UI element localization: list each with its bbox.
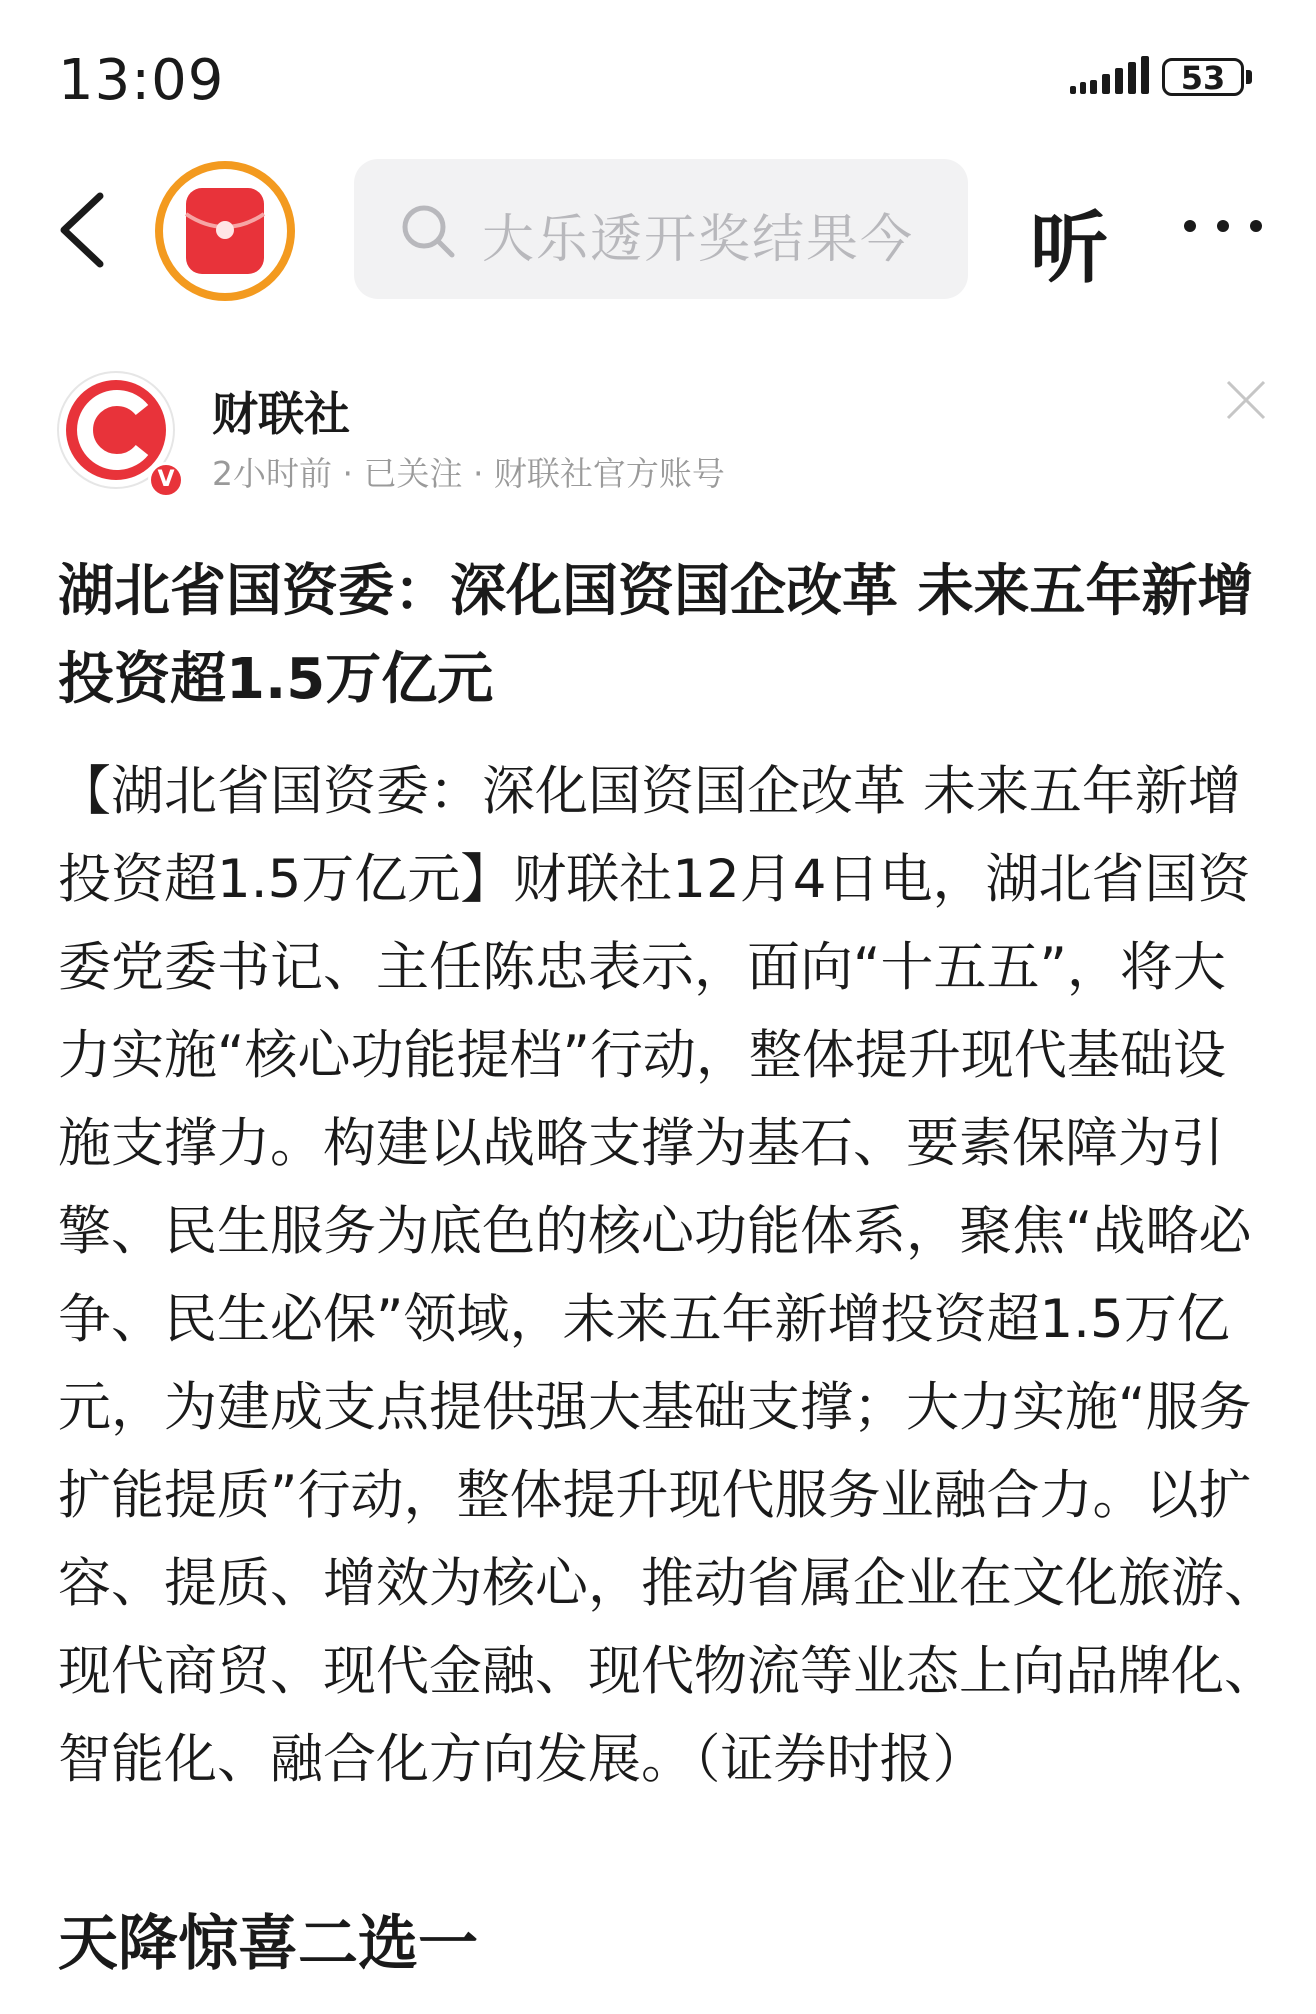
article-paragraph: 【湖北省国资委：深化国资国企改革 未来五年新增投资超1.5万亿元】财联社12月4日电，湖北省国资委党委书记、主任陈忠表示，面向“十五五”，将大力实施“核心功能提档”行动，整体提升现代基础设施支撑力。构建以战略支撑为基石、要素保障为引擎、民生服务为底色的核心功能体系，聚焦“战略必争、民生必保”领域，未来五年新增投资超1.5万亿元，为建成支点提供强大基础支撑；大力实施“服务扩能提质”行动，整体提升现代服务业融合力。以扩容、提质、增效为核心，推动省属企业在文化旅游、现代商贸、现代金融、现代物流等业态上向品牌化、智能化、融合化方向发展。（证券时报） bbox=[58, 761, 1277, 1790]
search-input[interactable] bbox=[354, 159, 968, 299]
article-headline: 湖北省国资委：深化国资国企改革 未来五年新增投资超1.5万亿元 bbox=[58, 559, 1254, 712]
search-icon bbox=[400, 203, 456, 259]
author-meta: 2小时前 · 已关注 · 财联社官方账号 bbox=[212, 454, 725, 493]
back-button[interactable] bbox=[50, 190, 120, 270]
search-placeholder: 大乐透开奖结果今 bbox=[482, 210, 915, 270]
ellipsis-icon[interactable] bbox=[1180, 206, 1266, 246]
author-name[interactable]: 财联社 bbox=[212, 387, 350, 441]
article-body bbox=[58, 748, 1278, 1804]
verified-badge-label: V bbox=[157, 467, 175, 492]
status-time: 13:09 bbox=[58, 48, 225, 113]
close-icon[interactable] bbox=[1224, 378, 1268, 422]
listen-button[interactable]: 听 bbox=[1030, 204, 1109, 294]
red-envelope-icon[interactable] bbox=[152, 158, 298, 304]
next-section-title: 天降惊喜二选一 bbox=[58, 1909, 478, 1979]
battery-level: 53 bbox=[1180, 59, 1226, 97]
signal-icon bbox=[1068, 56, 1150, 100]
avatar[interactable] bbox=[56, 370, 184, 498]
battery-icon bbox=[1162, 56, 1258, 100]
verified-badge bbox=[148, 462, 184, 498]
